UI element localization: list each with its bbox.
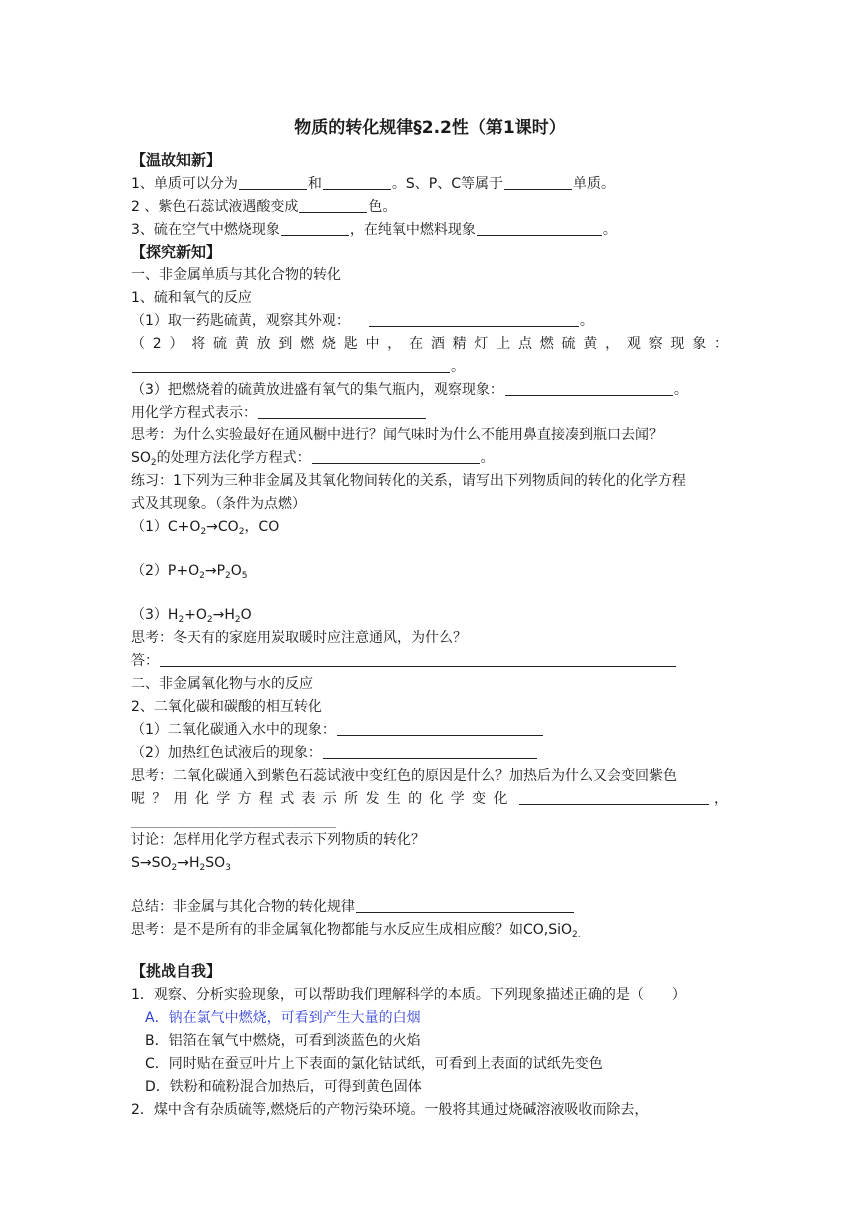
option-d[interactable]: D．铁粉和硫粉混合加热后，可得到黄色固体 [145, 1079, 422, 1095]
blank[interactable] [337, 721, 543, 736]
test-2: （2）加热红色试液后的现象： [131, 743, 731, 763]
think-4: 思考：是不是所有的非金属氧化物都能与水反应生成相应酸？如CO,SiO$_{2.}$ [131, 922, 581, 940]
blank[interactable] [312, 449, 480, 464]
step-1: （1）取一药匙硫黄，观察其外观： 。 [131, 313, 594, 329]
conversion-chain: $S\to SO_2\to H_2SO_3$ [131, 855, 231, 873]
reaction-3: $(3)H_2+O_2\to H_2O$ [131, 607, 252, 625]
question-3: 3、硫在空气中燃烧现象 ，在纯氧中燃料现象 。 [131, 222, 617, 238]
reaction-1: $(1)C+O_2\to CO_2$，CO [131, 519, 280, 537]
blank[interactable] [356, 898, 574, 913]
think-2: 思考：冬天有的家庭用炭取暖时应注意通风，为什么？ [131, 630, 467, 646]
blank[interactable] [258, 404, 426, 419]
test-1: （1）二氧化碳通入水中的现象： [131, 720, 731, 740]
section-heading-review: 【温故知新】 [131, 151, 222, 169]
blank[interactable] [131, 813, 336, 828]
page-title: 物质的转化规律§2.2性（第1课时） [294, 118, 566, 138]
think-3: 思考：二氧化碳通入到紫色石蕊试液中变红色的原因是什么？加热后为什么又会变回紫色 [131, 768, 677, 784]
blank[interactable] [323, 744, 537, 759]
blank[interactable] [132, 358, 450, 373]
blank[interactable] [505, 381, 673, 396]
part-heading: 一、非金属单质与其化合物的转化 [131, 267, 341, 283]
sub-heading: 2、二氧化碳和碳酸的相互转化 [131, 699, 322, 715]
think-3-answer [131, 812, 731, 832]
reaction-2: $(2)P+O_2\to P_2O_5$ [131, 563, 248, 581]
step-2-answer: 。 [131, 357, 731, 377]
blank[interactable] [519, 790, 709, 805]
so2-line: $SO_2$的处理方法化学方程式： 。 [131, 450, 495, 468]
blank[interactable] [239, 175, 307, 190]
blank[interactable] [160, 652, 676, 667]
blank[interactable] [504, 175, 572, 190]
sub-heading: 1、硫和氧气的反应 [131, 290, 252, 306]
equation-line: 用化学方程式表示： [131, 403, 731, 423]
option-c[interactable]: C．同时贴在蚕豆叶片上下表面的氯化钴试纸，可看到上表面的试纸先变色 [145, 1056, 603, 1072]
blank[interactable] [477, 221, 602, 236]
option-b[interactable]: B．铝箔在氧气中燃烧，可看到淡蓝色的火焰 [145, 1033, 421, 1049]
question-2: 2 、紫色石蕊试液遇酸变成 色。 [131, 199, 397, 215]
blank[interactable] [299, 198, 367, 213]
part-heading: 二、非金属氧化物与水的反应 [131, 676, 313, 692]
step-3: （3）把燃烧着的硫黄放进盛有氧气的集气瓶内，观察现象： 。 [131, 382, 688, 398]
step-2: （2）将硫黄放到燃烧匙中，在酒精灯上点燃硫黄，观察现象： [131, 336, 731, 352]
question-1: 1、单质可以分为 和 。S、P、C等属于 单质。 [131, 176, 616, 192]
discuss: 讨论：怎样用化学方程式表示下列物质的转化？ [131, 832, 425, 848]
section-heading-challenge: 【挑战自我】 [131, 962, 222, 980]
answer-line: 答： [131, 651, 731, 671]
think-3-cont: 呢？用化学方程式表示所发生的化学变化 ， [131, 791, 732, 807]
practice-2: 式及其现象。（条件为点燃） [131, 496, 306, 512]
challenge-question-2: 2．煤中含有杂质硫等,燃烧后的产物污染环境。一般将其通过烧碱溶液吸收而除去， [131, 1102, 649, 1118]
option-a[interactable]: A．钠在氯气中燃烧，可看到产生大量的白烟 [145, 1010, 421, 1026]
practice-1: 练习：1下列为三种非金属及其氧化物间转化的关系，请写出下列物质间的转化的化学方程 [131, 473, 686, 489]
blank[interactable] [323, 175, 391, 190]
think-1: 思考：为什么实验最好在通风橱中进行？闻气味时为什么不能用鼻直接凑到瓶口去闻？ [131, 427, 663, 443]
blank[interactable] [369, 312, 579, 327]
summary: 总结：非金属与其化合物的转化规律 [131, 897, 731, 917]
section-heading-explore: 【探究新知】 [131, 243, 222, 261]
blank[interactable] [281, 221, 349, 236]
challenge-question-1: 1．观察、分析实验现象，可以帮助我们理解科学的本质。下列现象描述正确的是（ ） [131, 987, 686, 1003]
